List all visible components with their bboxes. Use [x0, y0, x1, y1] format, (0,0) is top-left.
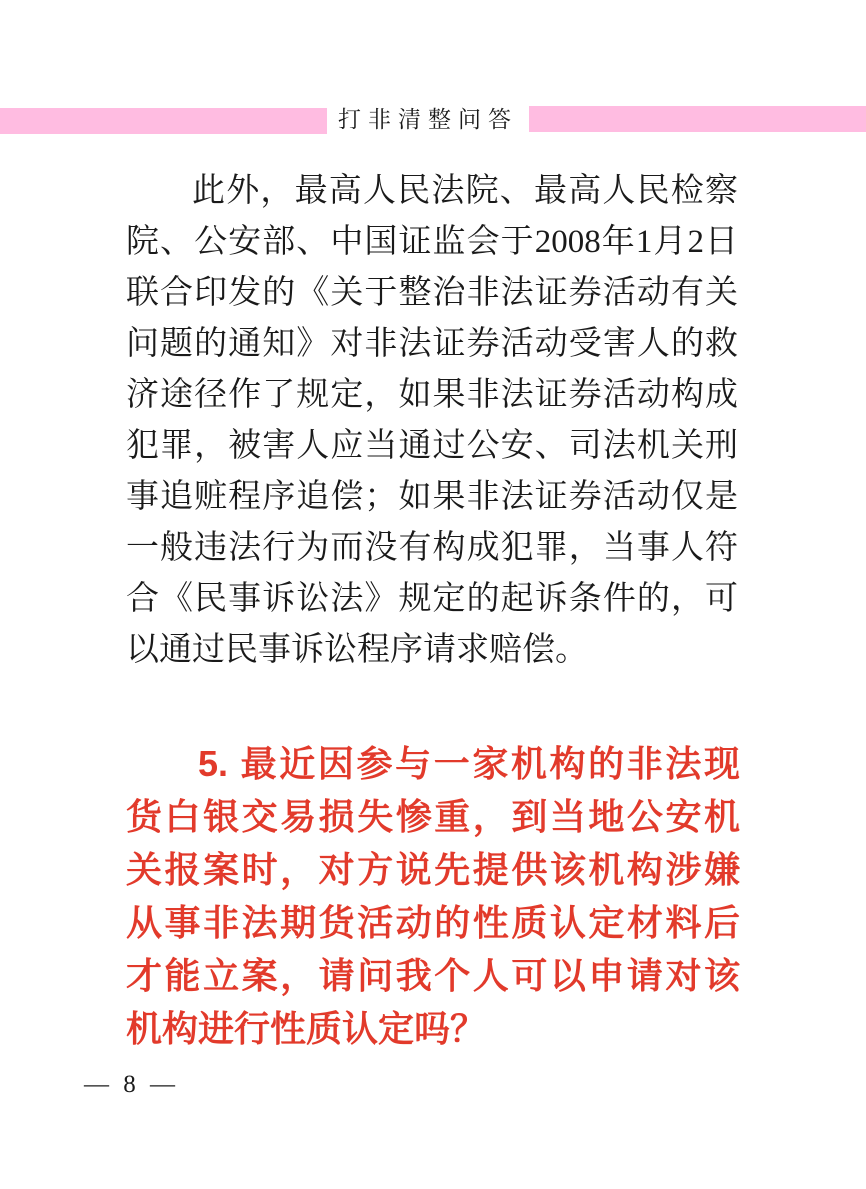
answer-line: 事追赃程序追偿；如果非法证券活动仅是 [126, 479, 738, 515]
answer-line: 问题的通知》对非法证券活动受害人的救 [126, 326, 738, 362]
page-header-title: 打非清整问答 [327, 101, 529, 139]
answer-line: 联合印发的《关于整治非法证券活动有关 [126, 275, 738, 311]
answer-line: 犯罪，被害人应当通过公安、司法机关刑 [126, 428, 738, 464]
header-rule-right [518, 106, 866, 132]
question-5-heading [126, 737, 740, 1055]
answer-line: 以通过民事诉讼程序请求赔偿。 [126, 632, 588, 668]
answer-line: 一般违法行为而没有构成犯罪，当事人符 [126, 530, 738, 566]
answer-paragraph [126, 166, 738, 676]
question-line: 5. 最近因参与一家机构的非法现 [198, 743, 740, 784]
header-rule-left [0, 108, 337, 134]
page-number: — 8 — [84, 1071, 179, 1098]
question-line: 才能立案，请问我个人可以申请对该 [126, 955, 740, 996]
answer-line: 此外，最高人民法院、最高人民检察 [192, 173, 738, 209]
question-line: 从事非法期货活动的性质认定材料后 [126, 902, 740, 943]
answer-line: 合《民事诉讼法》规定的起诉条件的，可 [126, 581, 738, 617]
answer-line: 院、公安部、中国证监会于2008年1月2日 [126, 224, 738, 260]
answer-line: 济途径作了规定，如果非法证券活动构成 [126, 377, 738, 413]
question-line: 关报案时，对方说先提供该机构涉嫌 [126, 849, 740, 890]
page-footer [84, 1068, 179, 1102]
question-line: 货白银交易损失惨重，到当地公安机 [126, 796, 740, 837]
question-line: 机构进行性质认定吗？ [126, 1008, 487, 1049]
